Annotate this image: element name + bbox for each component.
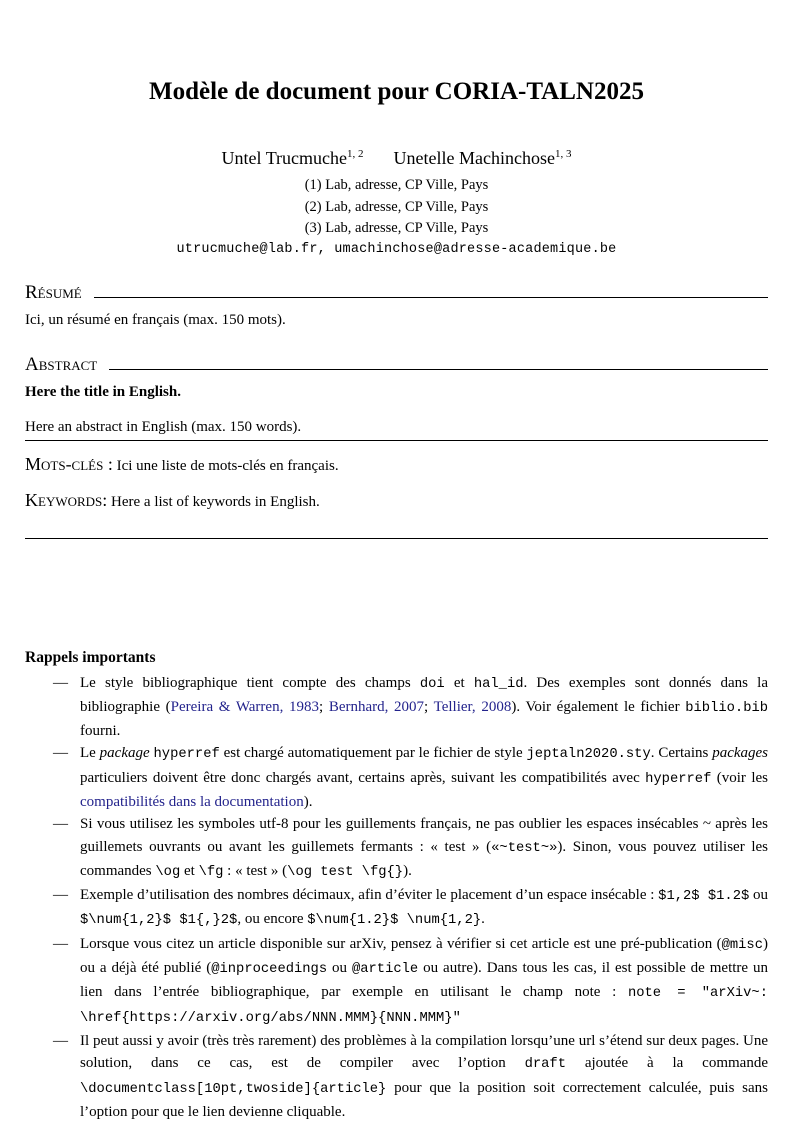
section-rule bbox=[109, 369, 768, 370]
reminder-item bbox=[25, 672, 768, 743]
mots-cles-line bbox=[25, 454, 768, 475]
author-affiliation-superscript: 1, 3 bbox=[555, 148, 572, 160]
abstract-section-header bbox=[25, 355, 768, 375]
authors-line bbox=[25, 148, 768, 169]
affiliation-line: (1) Lab, adresse, CP Ville, Pays bbox=[25, 175, 768, 197]
english-title: Here the title in English. bbox=[25, 384, 768, 401]
reminder-item bbox=[25, 742, 768, 813]
text-fragment: . Des exemples sont donnés dans la bibliographie ( bbox=[80, 675, 768, 715]
list-dash: — bbox=[53, 1030, 68, 1052]
code-fragment: draft bbox=[525, 1057, 566, 1072]
text-fragment: ajoutée à la commande bbox=[566, 1055, 768, 1071]
code-fragment: \og bbox=[155, 865, 180, 880]
code-fragment: hal_id bbox=[474, 677, 524, 692]
code-fragment: @misc bbox=[722, 938, 763, 953]
resume-text: Ici, un résumé en français (max. 150 mots). bbox=[25, 312, 768, 329]
text-fragment: packages bbox=[712, 745, 768, 761]
text-fragment: ) ou a déjà été publié ( bbox=[80, 936, 768, 976]
text-fragment: ; bbox=[424, 699, 434, 715]
code-fragment: \fg bbox=[199, 865, 224, 880]
text-fragment: Il peut aussi y avoir (très très rarement) des problèmes à la compilation lorsqu’une url s’étend sur deux pages. Une solution, dans ce cas, est de compiler avec l’option bbox=[80, 1033, 768, 1071]
reminder-item bbox=[25, 813, 768, 884]
code-fragment: biblio.bib bbox=[685, 701, 768, 716]
text-fragment: ou bbox=[327, 960, 352, 976]
list-dash: — bbox=[53, 672, 68, 694]
reminders-heading: Rappels importants bbox=[25, 649, 768, 667]
keywords-text: Here a list of keywords in English. bbox=[111, 494, 320, 510]
text-fragment: ou autre). Dans tous les cas, il est possible de mettre un lien dans l’entrée bibliographique, par exemple en utilisant le champ note : bbox=[80, 960, 768, 1000]
text-fragment: ; bbox=[319, 699, 329, 715]
reminder-item bbox=[25, 933, 768, 1030]
text-fragment: (voir les bbox=[711, 770, 768, 786]
list-dash: — bbox=[53, 884, 68, 906]
text-fragment: Lorsque vous citez un article disponible sur arXiv, pensez à vérifier si cet article est une pré-publication ( bbox=[80, 936, 722, 952]
code-fragment: note = "arXiv~: \href{https://arxiv.org/abs/NNN.MMM}{NNN.MMM}" bbox=[80, 986, 768, 1025]
resume-section-header bbox=[25, 283, 768, 303]
list-dash: — bbox=[53, 742, 68, 764]
author-name: Untel Trucmuche$^{1, 2}$ bbox=[222, 148, 364, 168]
keywords-block bbox=[25, 490, 768, 539]
text-fragment: est chargé automatiquement par le fichier de style bbox=[220, 745, 527, 761]
author-name: Unetelle Machinchose$^{1, 3}$ bbox=[394, 148, 572, 168]
text-fragment: Le style bibliographique tient compte des champs bbox=[80, 675, 420, 691]
affiliation-line: (2) Lab, adresse, CP Ville, Pays bbox=[25, 197, 768, 219]
reminder-item bbox=[25, 1030, 768, 1123]
code-fragment: $\num{1,2}$ $1{,}2$ bbox=[80, 913, 237, 928]
text-fragment: . bbox=[481, 911, 485, 927]
code-fragment: hyperref bbox=[154, 747, 220, 762]
citation-link[interactable]: Bernhard, 2007 bbox=[329, 699, 424, 715]
code-fragment: \documentclass[10pt,twoside]{article} bbox=[80, 1082, 386, 1097]
author-affiliation-superscript: 1, 2 bbox=[347, 148, 364, 160]
code-fragment: @article bbox=[352, 962, 418, 977]
mots-cles-text: Ici une liste de mots-clés en français. bbox=[117, 458, 339, 474]
text-fragment: Exemple d’utilisation des nombres décimaux, afin d’éviter le placement d’un espace insécable : bbox=[80, 887, 658, 903]
text-fragment: Le bbox=[80, 745, 100, 761]
text-fragment: , ou encore bbox=[237, 911, 307, 927]
affiliation-line: (3) Lab, adresse, CP Ville, Pays bbox=[25, 218, 768, 240]
list-dash: — bbox=[53, 813, 68, 835]
text-fragment: ou bbox=[749, 887, 768, 903]
code-fragment: @inproceedings bbox=[211, 962, 327, 977]
paper-title: Modèle de document pour CORIA-TALN2025 bbox=[25, 78, 768, 106]
text-fragment: et bbox=[445, 675, 474, 691]
code-fragment: jeptaln2020.sty bbox=[527, 747, 651, 762]
resume-label: Résumé bbox=[25, 283, 82, 303]
text-fragment: pour que la position soit correctement calculée, puis sans l’option pour que le lien devienne cliquable. bbox=[80, 1080, 768, 1120]
code-fragment: $1,2$ $1.2$ bbox=[658, 889, 749, 904]
keywords-label: Keywords: bbox=[25, 490, 107, 510]
section-rule bbox=[94, 297, 768, 298]
list-dash: — bbox=[53, 933, 68, 955]
text-fragment: et bbox=[180, 863, 198, 879]
text-fragment: package bbox=[100, 745, 150, 761]
code-fragment: doi bbox=[420, 677, 445, 692]
affiliations bbox=[25, 175, 768, 240]
code-fragment: hyperref bbox=[645, 772, 711, 787]
text-fragment: Si vous utilisez les symboles utf-8 pour les guillements français, ne pas oublier les espaces insécables ~ après les guillemets ouvrants ou avant les guillemets fermants : « test » ( bbox=[80, 816, 768, 854]
text-fragment: : « test » ( bbox=[223, 863, 287, 879]
text-fragment: ). bbox=[304, 794, 313, 810]
keywords-line bbox=[25, 490, 768, 511]
reminders-list bbox=[25, 672, 768, 1123]
code-fragment: \og test \fg{} bbox=[287, 865, 403, 880]
author-emails: utrucmuche@lab.fr, umachinchose@adresse-academique.be bbox=[25, 242, 768, 257]
reminder-item bbox=[25, 884, 768, 933]
text-fragment: ). Voir également le fichier bbox=[511, 699, 685, 715]
text-fragment: fourni. bbox=[80, 723, 120, 739]
text-fragment: . Certains bbox=[651, 745, 712, 761]
abstract-text: Here an abstract in English (max. 150 words). bbox=[25, 419, 768, 441]
doc-link[interactable]: compatibilités dans la documentation bbox=[80, 794, 304, 810]
abstract-label: Abstract bbox=[25, 355, 97, 375]
mots-cles-label: Mots-clés : bbox=[25, 454, 113, 474]
citation-link[interactable]: Pereira & Warren, 1983 bbox=[171, 699, 319, 715]
text-fragment: ). Sinon, vous pouvez utiliser les commandes bbox=[80, 839, 768, 879]
citation-link[interactable]: Tellier, 2008 bbox=[434, 699, 512, 715]
code-fragment: $\num{1.2}$ \num{1,2} bbox=[307, 913, 481, 928]
text-fragment: particuliers doivent être donc chargés avant, certains après, suivant les compatibilités avec bbox=[80, 770, 645, 786]
code-fragment: «~test~» bbox=[491, 841, 557, 856]
text-fragment: ). bbox=[403, 863, 412, 879]
